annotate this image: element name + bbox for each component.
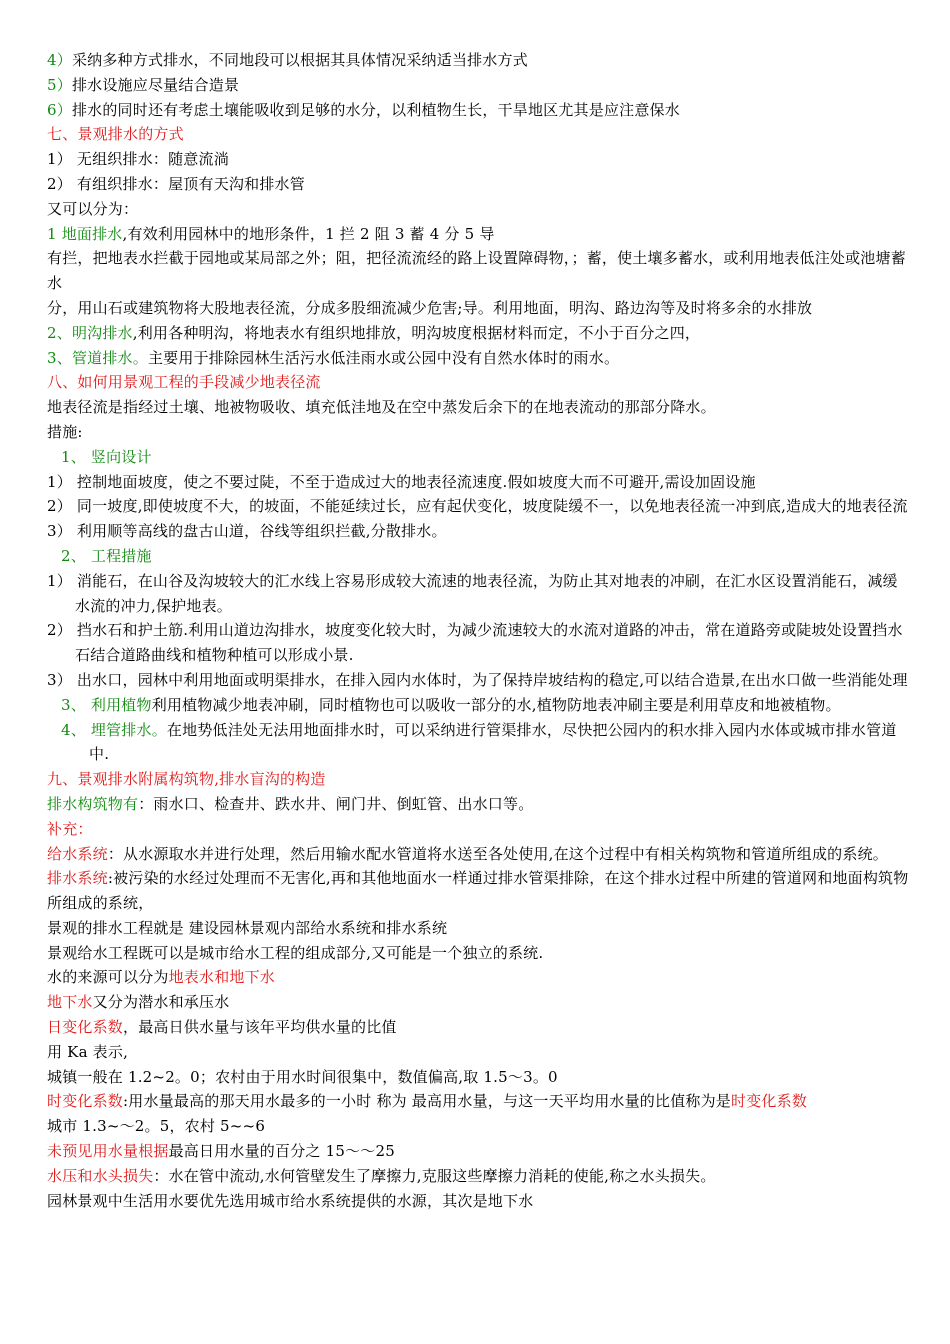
text-segment: 时变化系数 bbox=[731, 1092, 808, 1111]
text-segment: 2、明沟排水 bbox=[47, 323, 133, 342]
text-line-11 bbox=[47, 321, 909, 346]
text-line-5 bbox=[47, 147, 909, 172]
text-segment: 给水系统 bbox=[47, 844, 108, 863]
text-line-3 bbox=[47, 98, 909, 123]
text-segment: 排水设施应尽量结合造景 bbox=[71, 75, 240, 94]
text-line-24 bbox=[47, 693, 909, 718]
text-line-41 bbox=[47, 1164, 909, 1189]
text-segment: 地表水和地下水 bbox=[168, 968, 276, 987]
text-line-19 bbox=[47, 519, 909, 544]
text-line-35 bbox=[47, 1015, 909, 1040]
text-line-26 bbox=[47, 767, 909, 792]
text-line-34 bbox=[47, 990, 909, 1015]
text-line-17 bbox=[47, 470, 909, 495]
text-segment: 用 Ka 表示, bbox=[47, 1042, 129, 1061]
text-segment: ,有效利用园林中的地形条件，1 拦 2 阻 3 蓄 4 分 5 导 bbox=[122, 224, 495, 243]
text-segment: 5） bbox=[47, 75, 72, 94]
text-segment: ,利用各种明沟，将地表水有组织地排放，明沟坡度根据材料而定，不小于百分之四， bbox=[132, 323, 701, 342]
text-line-38 bbox=[47, 1089, 909, 1114]
text-segment: 有拦，把地表水拦截于园地或某局部之外；阻，把径流流经的路上设置障碍物，；蓄，使土壤多蓄水，或利用地表低注处或池塘蓄水 bbox=[47, 249, 906, 293]
text-line-31 bbox=[47, 916, 909, 941]
text-segment: 3、管道排水。 bbox=[47, 348, 148, 367]
text-line-2 bbox=[47, 73, 909, 98]
text-segment: 日变化系数 bbox=[47, 1018, 124, 1037]
text-line-4 bbox=[47, 122, 909, 147]
text-segment: 4、 埋管排水。 bbox=[61, 720, 167, 739]
text-segment: 3） 出水口，园林中利用地面或明渠排水，在排入园内水体时，为了保持岸坡结构的稳定,可以结合造景,在出水口做一些消能处理 bbox=[47, 670, 908, 689]
text-line-21 bbox=[47, 569, 909, 619]
text-line-23 bbox=[47, 668, 909, 693]
text-segment: 地下水 bbox=[47, 993, 93, 1012]
text-line-6 bbox=[47, 172, 909, 197]
text-segment: :被污染的水经过处理而不无害化,再和其他地面水一样通过排水管渠排除，在这个排水过程中所建的管道网和地面构筑物所组成的系统， bbox=[47, 869, 909, 913]
text-line-25 bbox=[47, 718, 909, 768]
text-line-27 bbox=[47, 792, 909, 817]
text-line-8 bbox=[47, 222, 909, 247]
text-segment: 水压和水头损失 bbox=[47, 1166, 154, 1185]
text-line-30 bbox=[47, 866, 909, 916]
text-line-22 bbox=[47, 618, 909, 668]
text-segment: 3、 利用植物 bbox=[61, 695, 152, 714]
text-line-18 bbox=[47, 494, 909, 519]
text-segment: :用水量最高的那天用水最多的一小时 称为 最高用水量，与这一天平均用水量的比值称为是 bbox=[123, 1092, 732, 1111]
text-segment: 1 地面排水 bbox=[47, 224, 123, 243]
text-segment: ，最高日供水量与该年平均供水量的比值 bbox=[123, 1018, 397, 1037]
text-segment: 补充： bbox=[47, 819, 93, 838]
text-segment: 又分为潜水和承压水 bbox=[92, 993, 230, 1012]
text-segment: 1） 消能石，在山谷及沟坡较大的汇水线上容易形成较大流速的地表径流，为防止其对地表的冲刷，在汇水区设置消能石，减缓水流的冲力,保护地表。 bbox=[47, 571, 898, 615]
text-segment: 1） 控制地面坡度，使之不要过陡，不至于造成过大的地表径流速度.假如坡度大而不可避开,需设加固设施 bbox=[47, 472, 756, 491]
text-segment: 最高日用水量的百分之 15～～25 bbox=[168, 1142, 395, 1161]
text-line-16 bbox=[47, 445, 909, 470]
text-line-20 bbox=[47, 544, 909, 569]
text-line-28 bbox=[47, 817, 909, 842]
document-body bbox=[47, 48, 909, 1213]
text-segment: 1） 无组织排水：随意流淌 bbox=[47, 150, 229, 169]
text-line-7 bbox=[47, 197, 909, 222]
text-segment: 九、景观排水附属构筑物,排水盲沟的构造 bbox=[47, 770, 326, 789]
text-segment: 主要用于排除园林生活污水低洼雨水或公园中没有自然水体时的雨水。 bbox=[147, 348, 620, 367]
text-segment: 景观给水工程既可以是城市给水工程的组成部分,又可能是一个独立的系统. bbox=[47, 943, 544, 962]
text-segment: 2） 同一坡度,即使坡度不大，的坡面，不能延续过长，应有起伏变化，坡度陡缓不一，以免地表径流一冲到底,造成大的地表径流 bbox=[47, 497, 908, 516]
text-segment: 在地势低洼处无法用地面排水时，可以采纳进行管渠排水，尽快把公园内的积水排入园内水体或城市排水管道中. bbox=[89, 720, 897, 764]
text-line-15 bbox=[47, 420, 909, 445]
text-segment: 2） 有组织排水：屋顶有天沟和排水管 bbox=[47, 174, 305, 193]
text-segment: ：水在管中流动,水何管壁发生了摩擦力,克服这些摩擦力消耗的使能,称之水头损失。 bbox=[153, 1166, 716, 1185]
text-segment: 未预见用水量根据 bbox=[47, 1142, 169, 1161]
text-segment: 排水的同时还有考虑土壤能吸收到足够的水分，以利植物生长，干旱地区尤其是应注意保水 bbox=[71, 100, 680, 119]
text-segment: 2） 挡水石和护土筋.利用山道边沟排水，坡度变化较大时，为减少流速较大的水流对道路的冲击，常在道路旁或陡坡处设置挡水石结合道路曲线和植物种植可以形成小景. bbox=[47, 621, 903, 665]
text-segment: 采纳多种方式排水，不同地段可以根据其具体情况采纳适当排水方式 bbox=[71, 51, 528, 69]
text-segment: ：从水源取水并进行处理，然后用输水配水管道将水送至各处使用,在这个过程中有相关构筑物和管道所组成的系统。 bbox=[107, 844, 888, 863]
text-line-33 bbox=[47, 965, 909, 990]
text-line-14 bbox=[47, 395, 909, 420]
text-line-10 bbox=[47, 296, 909, 321]
text-segment: 城镇一般在 1.2~2。0；农村由于用水时间很集中，数值偏高,取 1.5～3。0 bbox=[47, 1067, 558, 1086]
text-line-39 bbox=[47, 1114, 909, 1139]
text-segment: ：雨水口、检查井、跌水井、闸门井、倒虹管、出水口等。 bbox=[138, 794, 534, 813]
text-segment: 3） 利用顺等高线的盘古山道，谷线等组织拦截,分散排水。 bbox=[47, 522, 447, 541]
text-line-42 bbox=[47, 1189, 909, 1214]
text-line-32 bbox=[47, 941, 909, 966]
text-segment: 排水系统 bbox=[47, 869, 108, 888]
text-segment: 6） bbox=[47, 100, 72, 119]
text-segment: 七、景观排水的方式 bbox=[47, 125, 184, 144]
text-line-12 bbox=[47, 346, 909, 371]
text-line-1 bbox=[47, 48, 909, 73]
text-segment: 2、 工程措施 bbox=[61, 546, 152, 565]
text-line-13 bbox=[47, 370, 909, 395]
text-line-40 bbox=[47, 1139, 909, 1164]
text-segment: 园林景观中生活用水要优先选用城市给水系统提供的水源，其次是地下水 bbox=[47, 1191, 534, 1210]
text-segment: 水的来源可以分为 bbox=[47, 968, 169, 987]
text-segment: 分，用山石或建筑物将大股地表径流，分成多股细流减少危害;导。利用地面，明沟、路边沟等及时将多余的水排放 bbox=[47, 298, 813, 317]
text-segment: 措施: bbox=[47, 422, 83, 441]
text-segment: 1、 竖向设计 bbox=[61, 447, 152, 466]
text-segment: 地表径流是指经过土壤、地被物吸收、填充低洼地及在空中蒸发后余下的在地表流动的那部分降水。 bbox=[47, 398, 716, 417]
text-segment: 又可以分为： bbox=[47, 199, 139, 218]
text-segment: 城市 1.3~～2。5，农村 5~~6 bbox=[47, 1117, 266, 1136]
text-segment: 时变化系数 bbox=[47, 1092, 124, 1111]
text-line-29 bbox=[47, 842, 909, 867]
text-segment: 八、如何用景观工程的手段减少地表径流 bbox=[47, 373, 321, 392]
text-segment: 利用植物减少地表冲刷，同时植物也可以吸收一部分的水,植物防地表冲刷主要是利用草皮和地被植物。 bbox=[151, 695, 841, 714]
text-segment: 景观的排水工程就是 建设园林景观内部给水系统和排水系统 bbox=[47, 918, 448, 937]
text-segment: 排水构筑物有 bbox=[47, 794, 139, 813]
text-line-36 bbox=[47, 1040, 909, 1065]
text-line-9 bbox=[47, 246, 909, 296]
text-segment: 4） bbox=[47, 51, 72, 69]
text-line-37 bbox=[47, 1065, 909, 1090]
